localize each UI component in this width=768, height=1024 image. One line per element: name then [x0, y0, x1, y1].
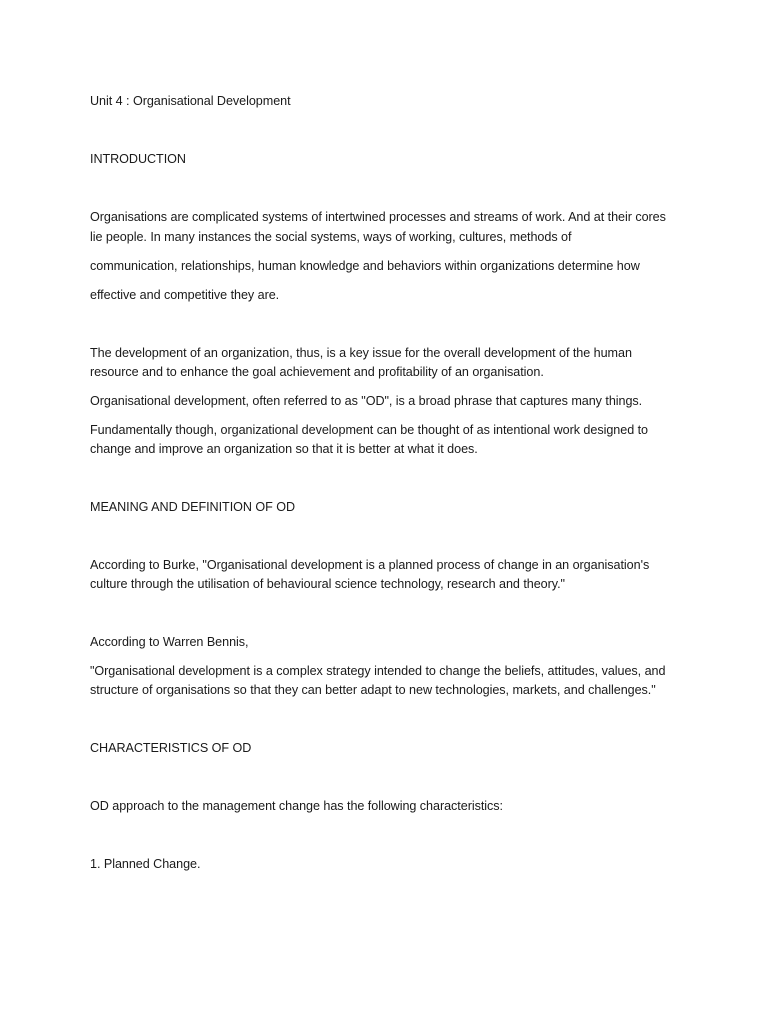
paragraph-line: According to Burke, "Organisational development is a planned process of change in an organisation's	[90, 558, 650, 572]
od-phrase-paragraph: Organisational development, often referred to as "OD", is a broad phrase that captures many things.	[90, 394, 643, 408]
paragraph-line: communication, relationships, human knowledge and behaviors within organizations determine how	[90, 259, 640, 273]
list-item: 1. Planned Change.	[90, 857, 201, 871]
document-title: Unit 4 : Organisational Development	[90, 94, 291, 108]
paragraph-line: lie people. In many instances the social systems, ways of working, cultures, methods of	[90, 230, 572, 244]
paragraph-line: "Organisational development is a complex strategy intended to change the beliefs, attitudes, values, and	[90, 664, 666, 678]
paragraph-line: effective and competitive they are.	[90, 288, 280, 302]
characteristics-heading: CHARACTERISTICS OF OD	[90, 741, 252, 755]
bennis-intro: According to Warren Bennis,	[90, 635, 249, 649]
paragraph-line: structure of organisations so that they can better adapt to new technologies, markets, and challenges."	[90, 683, 656, 697]
paragraph-line: Organisations are complicated systems of intertwined processes and streams of work. And at their cores	[90, 210, 666, 224]
characteristics-intro: OD approach to the management change has the following characteristics:	[90, 799, 503, 813]
paragraph-line: change and improve an organization so that it is better at what it does.	[90, 442, 478, 456]
paragraph-line: The development of an organization, thus, is a key issue for the overall development of the human	[90, 346, 632, 360]
paragraph-line: culture through the utilisation of behavioural science technology, research and theory."	[90, 577, 565, 591]
paragraph-line: resource and to enhance the goal achievement and profitability of an organisation.	[90, 365, 544, 379]
meaning-heading: MEANING AND DEFINITION OF OD	[90, 500, 296, 514]
introduction-heading: INTRODUCTION	[90, 152, 186, 166]
paragraph-line: Fundamentally though, organizational development can be thought of as intentional work designed to	[90, 423, 649, 437]
